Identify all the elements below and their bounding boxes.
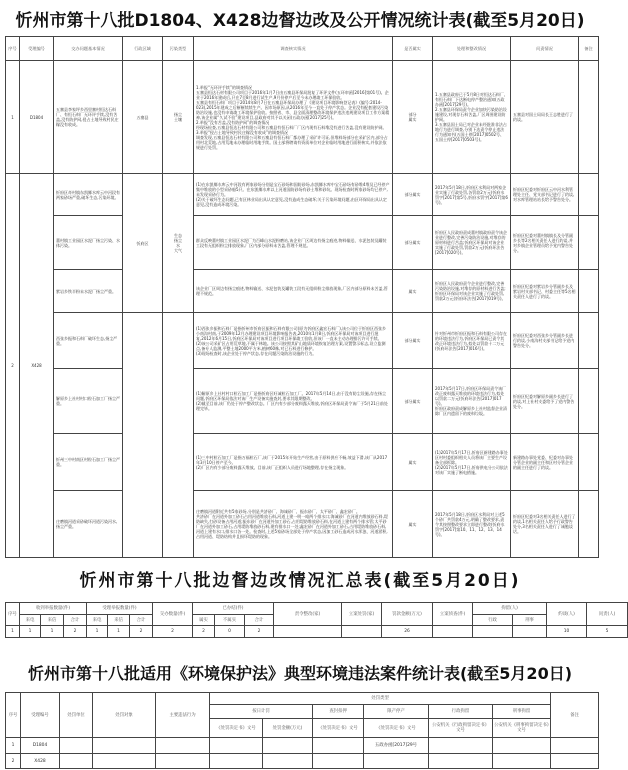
- handling-cell: 忻府区人民政府责令企业进行整改,完善污染防治设施,对堆存的原材料进行苫盖;忻府区环保局对该企业实施了行政处罚,罚款2万元(忻府环法告[2017]019号)。: [433, 270, 511, 313]
- accountability-cell: 忻府区纪委对紫岩乡分管副乡长及紫岩村支部书记、村委主任等5名相关责任人进行了约谈。: [511, 270, 579, 313]
- header-cell: 处罚单位: [60, 693, 93, 738]
- main-table-title: 忻州市第十八批D1804、X428边督边改及公开情况统计表(截至5月20日): [15, 11, 585, 31]
- main-statistics-table: [5, 36, 599, 558]
- header-cell: 限产停产: [364, 705, 429, 719]
- row-number: 2: [6, 754, 21, 769]
- header-cell: 处理和整改情况: [433, 37, 511, 61]
- issue-cell: 紫岩乡铁半粉末水泥厂扬尘严重。: [54, 270, 123, 313]
- header-cell: 合计: [245, 615, 274, 626]
- header-cell: 立案处罚(家): [342, 603, 382, 626]
- remark-cell: [579, 61, 599, 174]
- summary-rectify-cell: [274, 626, 342, 638]
- issue-cell: 忻府区奇村镇东凯郷水库云中河段有两家砂场严重,破坏生态,污染环境。: [54, 174, 123, 216]
- summary-punish-cell: [342, 626, 382, 638]
- summary-acc-phone-cell: 1: [87, 626, 108, 638]
- daily-doc-cell: [210, 738, 263, 754]
- verified-cell: 属实: [393, 270, 433, 313]
- header-cell: 调查核实情况: [194, 37, 393, 61]
- header-cell: 《处罚决定书》文号: [364, 719, 429, 738]
- header-cell: 刑事拘留: [493, 705, 551, 719]
- table-row: [6, 369, 599, 434]
- daily-amount-cell: [263, 754, 313, 769]
- pollution-type-cell: [163, 313, 194, 558]
- summary-closed-true-cell: 2: [193, 626, 215, 638]
- header-cell: 序号: [6, 37, 20, 61]
- accountability-cell: 忻府区纪委对董村镇镇长及分管副乡长等2名相关责任人进行约谈,并对乡镇企业管理员给予党内警告处分。: [511, 216, 579, 270]
- accountability-cell: 新建路办事处党委、纪委对办事处分管企业的副主任和区村分管企业的副主任进行了约谈。: [511, 434, 579, 491]
- unit-cell: [60, 754, 93, 769]
- header-cell: 交办数量(件): [153, 603, 193, 626]
- cases-table-title: 忻州市第十八批适用《环境保护法》典型环境违法案件统计表(截至5月20日): [27, 664, 573, 683]
- header-cell: 是否属实: [393, 37, 433, 61]
- case-code: X428: [20, 174, 54, 558]
- case-code: D1804: [21, 738, 60, 754]
- summary-criminal-cell: [513, 626, 547, 638]
- summary-interview-cell: 10: [547, 626, 587, 638]
- remark-cell: [579, 174, 599, 216]
- unit-cell: [60, 738, 93, 754]
- issue-cell: 董村镇工业园区水泥厂扬尘污染、水体污染。: [54, 216, 123, 270]
- accountability-cell: 五寨县对国土局局长王志胜进行了约谈。: [511, 61, 579, 174]
- remark-cell: [579, 369, 599, 434]
- summary-admin-cell: [473, 626, 513, 638]
- verified-cell: 部分属实: [393, 174, 433, 216]
- summary-table-title: 忻州市第十八批边督边改情况汇总表(截至5月20日): [79, 571, 521, 591]
- header-cell: 拘留(人): [473, 603, 547, 615]
- investigation-cell: (1)三中村粒石加工厂是指万福粒石厂,该厂于2015年开始生产经营,由于原料供应不畅,效益下滑,该厂从2017年3月10日停产至今。 (2)厂区内有少部分废料露天堆放。目前,该厂正组织人员进行场地整理,存在扬尘现象。: [194, 434, 393, 491]
- daily-amount-cell: [263, 738, 313, 754]
- header-cell: 受理举报数量(件): [87, 603, 153, 615]
- accountability-cell: 忻府区纪委对3名相关责任人进行了约谈,1名相关责任人给予行政警告处分,3名相关责任人进行了诫勉谈话。: [511, 491, 579, 558]
- header-cell: 处罚类型: [210, 693, 551, 705]
- row-number: 1: [6, 738, 21, 754]
- handling-cell: 1.五寨县政府已于5月8日对恒达石料厂、有恒石料厂下达断电停产整治通知(五政办函[2017]29号)。 2.五寨县环保局责令企业加快污染防治设施建设,对现存石料苫盖,厂区周围建设防护网。 3.五寨县国土局已对企业未经批准非法占地行为进行调查,分别下达责令停止违法行为通知书(五国土停[2017]0502号、五国土停[2017]0503号)。: [433, 61, 511, 174]
- summary-table: [5, 602, 628, 638]
- issue-cell: 解原乡上社村村口粒石加工厂扬尘严重。: [54, 369, 123, 434]
- header-cell: 行政拘留: [429, 705, 493, 719]
- table-row: [6, 738, 599, 754]
- header-cell: 公安机关《行政拘留决定书》文号: [429, 719, 493, 738]
- handling-cell: (1)2017年5月17日,忻府区新建路办事处区村村委组织相关人员将该厂主要生产设备全部拆除。 (2)2017年5月17日,忻府供电分公司依法对该厂实施了断电措施。: [433, 434, 511, 491]
- header-cell: 主要违法行为: [156, 693, 210, 738]
- header-cell: 责令整改(家): [274, 603, 342, 626]
- summary-rec-total-cell: 2: [64, 626, 87, 638]
- header-cell: 序号: [6, 603, 20, 626]
- header-cell: 合计: [64, 615, 87, 626]
- table-row: [6, 434, 599, 491]
- verified-cell: 部分属实: [393, 313, 433, 369]
- table-row: [6, 313, 599, 369]
- summary-assigned-cell: 2: [153, 626, 193, 638]
- region-cell: [123, 313, 163, 558]
- verified-cell: 属实: [393, 491, 433, 558]
- header-cell: 立案侦查(件): [433, 603, 473, 626]
- verified-cell: 部分属实: [393, 216, 433, 270]
- target-cell: [93, 754, 156, 769]
- summary-acc-letter-cell: 1: [108, 626, 130, 638]
- accountability-cell: 忻府区纪委对西张乡分管副乡长进行约谈,小南沟村支部书记给予党内警告处分。: [511, 313, 579, 369]
- region-cell: 忻府区: [123, 174, 163, 313]
- investigation-cell: (1)西张乡振和石料厂是指忻州市忻府区振和石料有限公司(原为忻府区鑫宏石料厂),该公司位于忻府区西张乡小南沟村南,于2009年12月办理建设项目环境影响报告表,2010年1月8日,忻府区环保局对该项目进行批复,2012年6月15日,忻府区环保局对该项目进行项目环保竣工验收,但该厂一直未主动办理排污许可手续。 (2)该公司采矿区占用荒草地,不属于林地。该公司按照其矿山地质环境恢复治理方案,设置警示标志,设立监测点,备专人监测,平整土地2000平方米,植树60株,对已石料进行修护。 (3)现场检查时,该企业处于停产状态,存在问题污染防治设施的行为。: [194, 313, 393, 369]
- seal-doc-cell: [313, 754, 364, 769]
- accountability-cell: 忻府区纪委对忻府区云中河水利管理处主任、党支部书记进行了约谈,对水库管理站站长给予警告处分。: [511, 174, 579, 216]
- header-cell: 来电: [87, 615, 108, 626]
- verified-cell: 属实: [393, 434, 433, 491]
- header-cell: 刑事: [513, 615, 547, 626]
- handling-cell: 针对忻州市忻府区振和石料有限公司存在的环境违法行为,忻府区环保局已责令其改正环境违法行为,拟处以罚款十二万元(忻府环法告[2017]016号)。: [433, 313, 511, 369]
- summary-closed-false-cell: 0: [215, 626, 245, 638]
- investigation-cell: 庄磨镇河道附近共有5家砂场,分别是共济砂厂、海诚砂厂、振东砂厂、太平砂厂、鑫宏砂厂。 共济砂厂在河道外加工砂石占用河道堆放石料,河道上建一明一暗两个排水口;海诚砂厂在河道内堆放砂石料,堤防缺失,打砂设备占用河道;振东砂厂在河道外加工砂石,占用堤防堆放砂石料,在河道上建有两个排水管;太平砂厂在河道外加工砂石,占用堤防堆放砂石料,建有排水口一处;鑫宏砂厂在河道外加工砂石,占用堤防堆放砂石料,河道上建有水口,排水口各一处。检查时,上述5家砂场全部处于停产状态,因加工砂石造成河水浑浊、河道淤积,占用河道、堤防结构并且损坏堤防的现象。: [194, 491, 393, 558]
- header-cell: 不属实: [215, 615, 245, 626]
- summary-accountable-cell: 5: [587, 626, 628, 638]
- header-cell: 序号: [6, 693, 21, 738]
- header-cell: 受理编号: [21, 693, 60, 738]
- header-cell: 约谈(人): [547, 603, 587, 626]
- investigation-cell: 群众反映董村镇工业园区水泥厂为百峰山水泥粉磨站,该企业厂区周边有扬尘痕迹,物料输送、水泥包装及罐装工段有无组织粉尘排放现象,厂区内部分原料未苫盖,管理不规范。: [194, 216, 393, 270]
- header-cell: 属实: [193, 615, 215, 626]
- target-cell: [93, 738, 156, 754]
- investigation-cell: 1.举报“无环评手续”的调查情况 五寨县恒达石材有限公司项目于2016年1月7日由五寨县环保局批复了环评文件(五环审函[2016]第01号)。企业于2016年建成后,只在7至8月进行试生产,9月份停产后至今未办理竣工环保验收。 五寨县有恒石料厂项目于2014年8月7日在五寨县环保局办理了《建设项目环境影响登记表》(编号:2014-023),2015年建成之后断断续续生产。因市场原因,从2016年至今一直处于停产状态。企业没有配套建设污染防治设施,也没有申请竣工环境保护验收。按照省、市、县全面清理整改环境保护违法违规建设项目工作方案精神,该企业属“久试不验”建设项目,县政府对其予以关闭(五政办函[2017]25号)。 2.举报“没有苫盖,没有防护网”的调查情况 经现场检查,五寨县恒达石材有限公司和五寨县有恒石料厂厂区内现有石料堆没有进行苫盖,没有建设防护网。 3.举报“侵占土地导致村民庄稼没有收成”的调查情况 调查发现,五寨县恒达石材有限公司和五寨县有恒石料厂都办理了采矿许可证,但堆料场部分在采矿区内,部分占用村北荒地,占用荒地未办理临时用地手续。国土部将聘请有资质单位对企业临时用地进行面积核实,并依法依规进行处罚。: [194, 61, 393, 174]
- summary-no-cell: 1: [6, 626, 20, 638]
- header-row: [6, 37, 599, 61]
- limit-production-doc-cell: [364, 754, 429, 769]
- handling-cell: 2017年5月18日,忻府区水利局对上述5个砂厂共罚款4万元,明确了整改要求,责令其按照整改要求立即进行整改(忻府水罚字[2017]第10、11、12、13、14号)。: [433, 491, 511, 558]
- header-cell: 合计: [130, 615, 153, 626]
- header-cell: 来电: [20, 615, 41, 626]
- issue-cell: 忻州三中村南区村粒石加工厂扬尘严重。: [54, 434, 123, 491]
- admin-detention-doc-cell: [429, 754, 493, 769]
- issue-cell: 五寨县李家坪乡西里寨村恒达石料厂、有恒石料厂无环评手续,没有苫盖,没有防护网,侵占土地导致村民庄稼没有收成。: [54, 61, 123, 174]
- table-row: [6, 216, 599, 270]
- header-cell: 来信: [108, 615, 130, 626]
- table-row: [6, 174, 599, 216]
- remark-cell: [579, 491, 599, 558]
- header-cell: 《处罚决定书》文号: [313, 719, 364, 738]
- daily-doc-cell: [210, 754, 263, 769]
- seal-doc-cell: [313, 738, 364, 754]
- table-row: [6, 491, 599, 558]
- criminal-detention-doc-cell: [493, 738, 551, 754]
- accountability-cell: 忻府区纪委对解原乡副乡长进行了约谈,对上社村支委给予了党内警告处分。: [511, 369, 579, 434]
- investigation-cell: (1)解原乡上社村村口粒石加工厂是指忻府区旺诚粒石加工厂。2017年5月14日,由于没有防尘设施,存在扬尘问题,忻府区环保局依法对该厂生产设备实施查封,要求其限期整改。 (2)截至目前,该厂仍处于停产整改状态。厂区内有少部分废料露天堆放,忻府区环保局责令该厂于5月21日前处理完毕。: [194, 369, 393, 434]
- remark-cell: [579, 270, 599, 313]
- header-cell: 交办问题基本情况: [54, 37, 123, 61]
- summary-acc-total-cell: 2: [130, 626, 153, 638]
- header-cell: 受理编号: [20, 37, 54, 61]
- pollution-type-cell: 生态 扬尘 水 大气: [163, 174, 194, 313]
- summary-fine-cell: 26: [382, 626, 433, 638]
- table-row: [6, 270, 599, 313]
- remark-cell: [551, 754, 599, 769]
- investigation-cell: (1)在东凯郷水库云中河段有两家砂场分别是宝石砂场和国防砂场,东凯郷水库中宝石砂场有砂堆4堆及已经停产集中堆放的小型采砂船5只。在东凯郷水库以上河道国防砂场有砂土堆和砂坑。现场检查时两家砂场均已停产,未发现采砂行为。 (2)关于破坏生态问题,已有区林业局出具认定意见,没有造成生态破坏;关于污染环境问题,由区环保局出具认定意见,没有造成环境污染。: [194, 174, 393, 216]
- header-cell: 《处罚决定书》文号: [210, 719, 263, 738]
- case-code: D1804: [20, 61, 54, 174]
- header-cell: 查封扣押: [313, 705, 364, 719]
- handling-cell: 2017年5月18日,忻府区水利局对两家企业实施了行政处罚,各罚款2万元(忻府水罚字[2017]第5号,忻府水罚字[2017]第6号)。: [433, 174, 511, 216]
- remark-cell: [579, 434, 599, 491]
- remark-cell: [579, 313, 599, 369]
- issue-cell: 庄磨镇河道采砂破坏河道污染河水,扬尘严重。: [54, 491, 123, 558]
- investigation-cell: 该企业厂区周边有扬尘痕迹,物料输送、水泥包装及罐装工段有无组织粉尘排放现象,厂区内部分原料未苫盖,管理不规范。: [194, 270, 393, 313]
- row-number: 2: [6, 174, 20, 558]
- row-number: 1: [6, 61, 20, 174]
- behavior-cell: [156, 754, 210, 769]
- table-row: [6, 61, 599, 174]
- behavior-cell: [156, 738, 210, 754]
- remark-cell: [579, 216, 599, 270]
- case-code: X428: [21, 754, 60, 769]
- verified-cell: 部分 属实: [393, 61, 433, 174]
- summary-rec-letter-cell: 1: [41, 626, 64, 638]
- admin-detention-doc-cell: [429, 738, 493, 754]
- handling-cell: 忻府区人民政府责成董村镇政府责令该企业进行整改,完善污染防治设施,对堆存的原材料进行苫盖;忻府区环保局对该企业实施了行政处罚,罚款2万元(忻府环法告[2017]020号)。: [433, 216, 511, 270]
- region-cell: 五寨县: [123, 61, 163, 174]
- summary-closed-total-cell: 2: [245, 626, 274, 638]
- summary-investigate-cell: [433, 626, 473, 638]
- header-cell: 行政区域: [123, 37, 163, 61]
- header-cell: 备注: [579, 37, 599, 61]
- table-row: [6, 626, 628, 638]
- summary-rec-phone-cell: 1: [20, 626, 41, 638]
- cases-table: [5, 692, 599, 769]
- table-row: [6, 754, 599, 769]
- header-cell: 问责情况: [511, 37, 579, 61]
- header-cell: 罚款金额(万元): [382, 603, 433, 626]
- header-cell: 备注: [551, 693, 599, 738]
- limit-production-doc-cell: 五政办函[2017]29号: [364, 738, 429, 754]
- header-cell: 行政: [473, 615, 513, 626]
- criminal-detention-doc-cell: [493, 754, 551, 769]
- header-cell: 来信: [41, 615, 64, 626]
- header-cell: 公安机关《刑事拘留决定书》文号: [493, 719, 551, 738]
- header-cell: 处罚对象: [93, 693, 156, 738]
- header-cell: 处罚金额(万元): [263, 719, 313, 738]
- header-cell: 按日计罚: [210, 705, 313, 719]
- verified-cell: 部分属实: [393, 369, 433, 434]
- header-cell: 收到举报数量(件): [20, 603, 87, 615]
- pollution-type-cell: 扬尘 土壤: [163, 61, 194, 174]
- remark-cell: [551, 738, 599, 754]
- header-cell: 问责(人): [587, 603, 628, 626]
- handling-cell: 2017年5月17日,忻府区环保局责令该厂改正废料露天堆放的环境违法行为,拟处以罚款二万元(忻府环法告[2017]017号)。 忻府区政府责成解原乡上社村监督企业清除厂区内遗留下的废料垃圾。: [433, 369, 511, 434]
- issue-cell: 西张乡振和石料厂破坏生态,扬尘严重。: [54, 313, 123, 369]
- header-cell: 已办结(件): [193, 603, 274, 615]
- header-cell: 污染类型: [163, 37, 194, 61]
